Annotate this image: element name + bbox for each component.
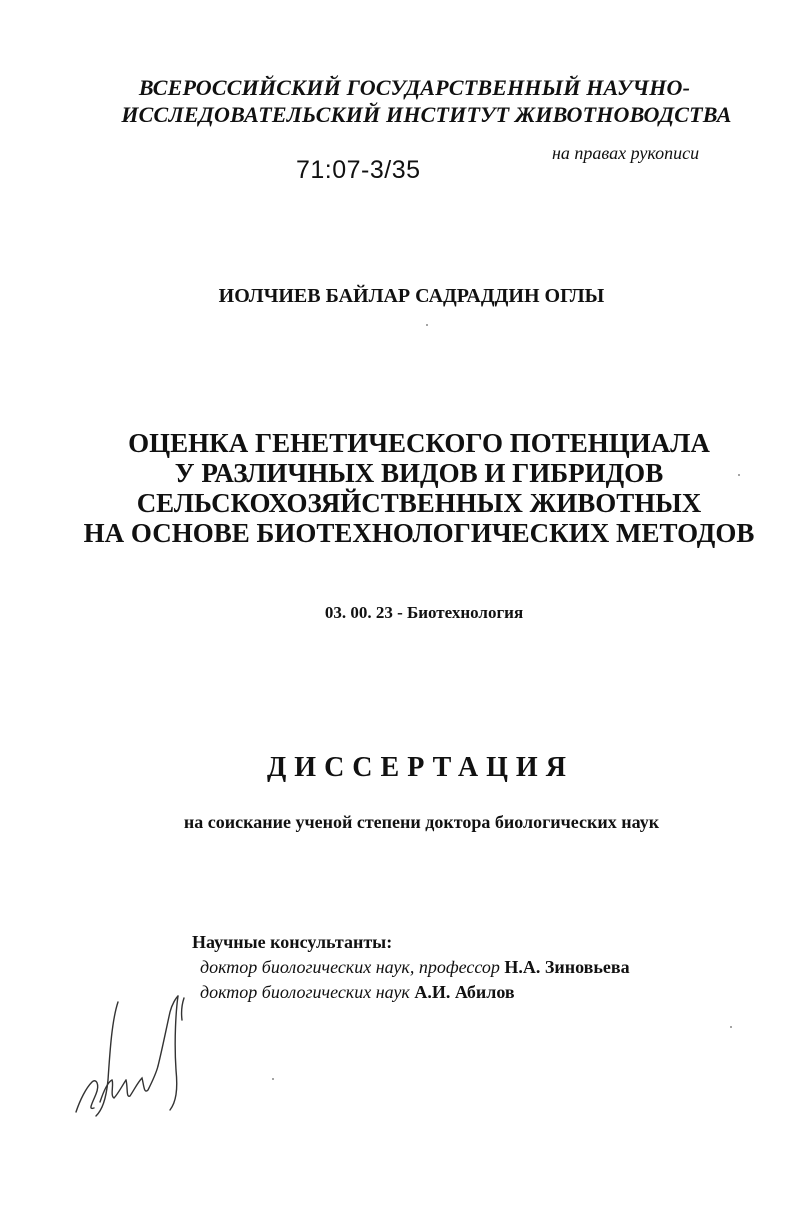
consultant-2: [200, 982, 515, 1003]
catalog-code: 71:07-3/35: [296, 156, 421, 184]
title-line-3: СЕЛЬСКОХОЗЯЙСТВЕННЫХ ЖИВОТНЫХ: [136, 488, 702, 518]
institute-line-1: ВСЕРОССИЙСКИЙ ГОСУДАРСТВЕННЫЙ НАУЧНО-: [138, 75, 691, 100]
consultant-2-name: А.И. Абилов: [414, 982, 515, 1002]
dissertation-title: [0, 428, 793, 548]
degree-line: на соискание ученой степени доктора биологических наук: [183, 812, 660, 832]
consultants-heading: Научные консультанты:: [192, 932, 393, 952]
handwritten-signature: [66, 990, 206, 1120]
rights-note: на правах рукописи: [552, 143, 700, 163]
title-line-1: ОЦЕНКА ГЕНЕТИЧЕСКОГО ПОТЕНЦИАЛА: [128, 428, 710, 458]
consultant-2-role: доктор биологических наук: [200, 982, 410, 1002]
title-line-2: У РАЗЛИЧНЫХ ВИДОВ И ГИБРИДОВ: [174, 458, 664, 488]
institute-name: [0, 74, 793, 128]
consultant-1: [200, 957, 630, 978]
title-line-4: НА ОСНОВЕ БИОТЕХНОЛОГИЧЕСКИХ МЕТОДОВ: [83, 518, 755, 548]
document-type: ДИССЕРТАЦИЯ: [267, 752, 574, 783]
specialty-code: 03. 00. 23 - Биотехнология: [324, 603, 524, 622]
consultant-1-name: Н.А. Зиновьева: [504, 957, 630, 977]
institute-line-2: ИССЛЕДОВАТЕЛЬСКИЙ ИНСТИТУТ ЖИВОТНОВОДСТВА: [121, 102, 732, 127]
consultant-1-role: доктор биологических наук, профессор: [200, 957, 500, 977]
author-name: ИОЛЧИЕВ БАЙЛАР САДРАДДИН ОГЛЫ: [218, 285, 605, 307]
